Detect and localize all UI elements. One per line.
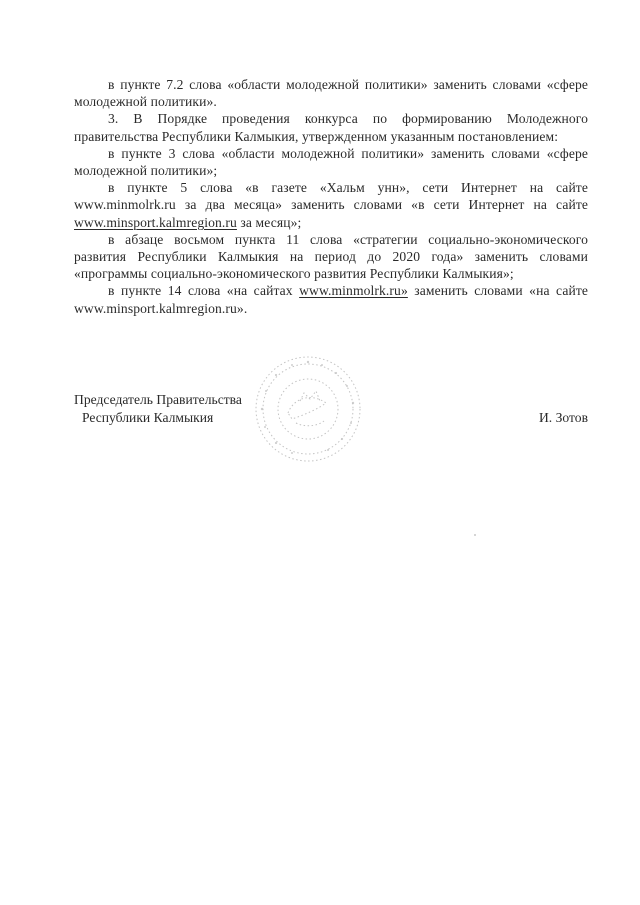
paragraph-item-3 <box>74 110 588 144</box>
paragraph-text: заменить словами «на сайте www.minsport.kalmregion.ru». <box>74 283 588 316</box>
paragraph-text: в пункте 14 слова «на сайтах <box>108 283 300 299</box>
website-link-minsport: www.minsport.kalmregion.ru <box>74 214 237 230</box>
signatory-title: Председатель Правительства <box>74 392 242 407</box>
paragraph-text: за месяц»; <box>236 214 302 230</box>
document-body <box>74 76 588 317</box>
paragraph-text: в пункте 3 слова «области молодежной политики» заменить словами «сфере молодежной политики»; <box>74 145 588 179</box>
paragraph-item-point-14 <box>74 282 588 316</box>
paragraph-item-point-5 <box>74 179 588 231</box>
paragraph-text: в пункте 7.2 слова «области молодежной политики» заменить словами «сфере молодежной политики». <box>74 77 588 110</box>
paragraph-text: в абзаце восьмом пункта 11 слова «стратегии социально-экономического развития Республики Калмыкия на период до 2020 года» заменить словами «программы социально-экономического развития Республики Калмыкия»; <box>74 231 588 282</box>
paragraph-item-point-3 <box>74 145 588 179</box>
signatory-name: И. Зотов <box>538 409 588 425</box>
paragraph-item-7-2 <box>74 76 588 110</box>
paragraph-item-point-11 <box>74 231 588 283</box>
paragraph-text: в пункте 5 слова «в газете «Хальм унн», сети Интернет на сайте www.minmolrk.ru за два месяца» заменить словами «в сети Интернет на сайте <box>74 180 588 213</box>
website-link-minmolrk: www.minmolrk.ru» <box>299 283 408 299</box>
signatory-title-region: Республики Калмыкия <box>82 409 214 425</box>
scan-speck <box>474 534 476 536</box>
signature-block <box>74 391 588 426</box>
paragraph-text: 3. В Порядке проведения конкурса по формированию Молодежного правительства Республики Калмыкия, утвержденном указанным постановлением: <box>74 111 588 144</box>
